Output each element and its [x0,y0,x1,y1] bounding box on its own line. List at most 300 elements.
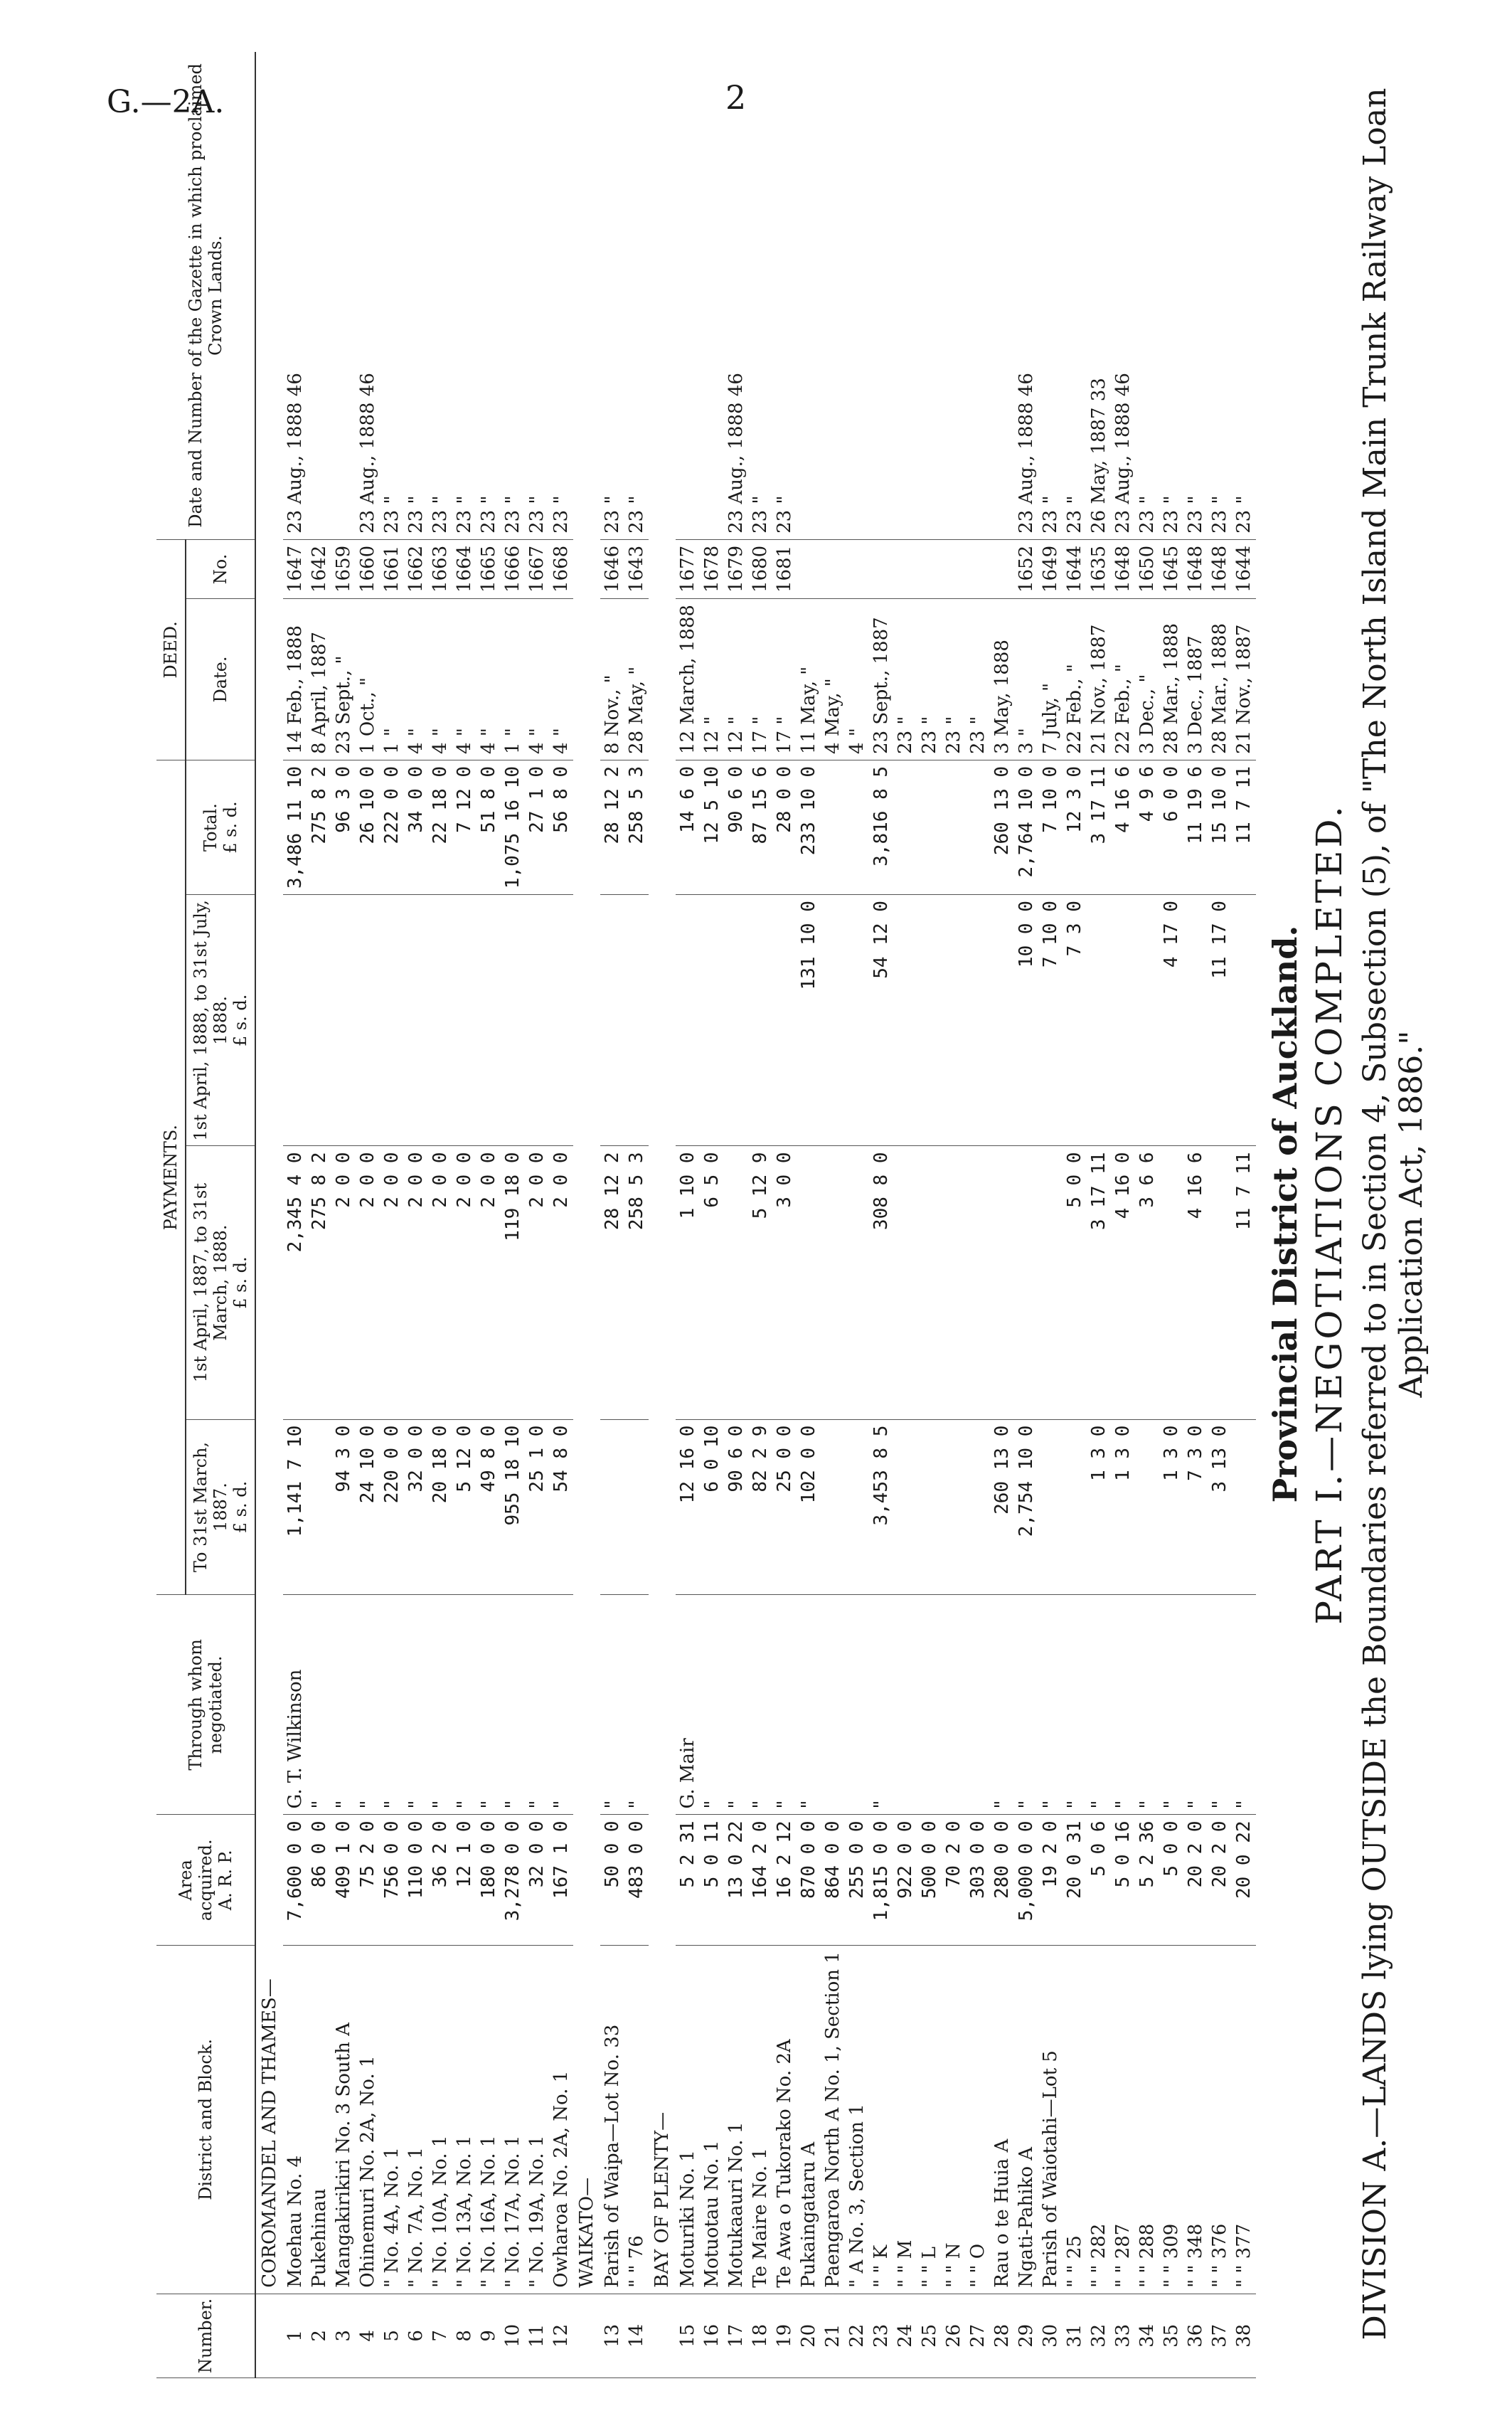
col-pay-1887 [186,1419,255,1595]
row-total: 26 10 0 [356,760,380,894]
row-pay-1887: 94 3 0 [331,1419,356,1595]
row-through: " [1183,1595,1208,1815]
col-area-units: A. R. P. [215,1850,235,1911]
row-deed-no: 1663 [428,539,452,598]
table-row [1063,52,1087,2378]
row-pay-1888: 5 12 9 [748,1146,772,1419]
row-pay-1888: 3 17 11 [1087,1146,1111,1419]
row-area: 32 0 0 [525,1815,549,1946]
row-pay-july [700,895,724,1146]
row-gazette [966,52,990,539]
table-row [452,52,477,2378]
row-pay-1888: 2 0 0 [331,1146,356,1419]
row-pay-july [1087,895,1111,1146]
table-row [797,52,821,2378]
row-area: 70 2 0 [942,1815,966,1946]
row-deed-date: 1 " [501,599,525,760]
row-block: Moturiki No. 1 [676,1946,700,2294]
col-total-units: £ s. d. [220,801,240,854]
row-pay-july: 4 17 0 [1159,895,1183,1146]
row-pay-july [990,895,1014,1146]
row-pay-1887: 32 0 0 [404,1419,428,1595]
row-gazette: 23 " [1063,52,1087,539]
row-pay-1887: 6 0 10 [700,1419,724,1595]
row-deed-no [893,539,917,598]
row-deed-date: 23 " [917,599,942,760]
table-row [917,52,942,2378]
row-deed-no: 1646 [600,539,624,598]
row-gazette: 23 " [525,52,549,539]
table-row [1014,52,1038,2378]
row-total: 233 10 0 [797,760,821,894]
row-deed-no: 1643 [624,539,649,598]
row-through: " [748,1595,772,1815]
col-deed: DEED. [156,539,186,760]
row-block: Te Awa o Tukorako No. 2A [772,1946,797,2294]
row-pay-1888 [724,1146,748,1419]
row-total: 28 0 0 [772,760,797,894]
row-area: 500 0 0 [917,1815,942,1946]
row-pay-july [676,895,700,1146]
row-pay-july [356,895,380,1146]
table-row [1038,52,1063,2378]
row-pay-1887: 12 16 0 [676,1419,700,1595]
row-through: " [428,1595,452,1815]
row-deed-date: 12 " [724,599,748,760]
row-total: 258 5 3 [624,760,649,894]
row-gazette: 23 " [1135,52,1159,539]
row-deed-no: 1644 [1232,539,1256,598]
row-total: 222 0 0 [380,760,404,894]
row-pay-july [724,895,748,1146]
row-through: " [1159,1595,1183,1815]
row-gazette [700,52,724,539]
row-through: " [624,1595,649,1815]
row-gazette: 23 " [380,52,404,539]
group-label: COROMANDEL AND THAMES— [255,52,283,2294]
row-pay-1888: 4 16 0 [1111,1146,1135,1419]
row-pay-1887: 90 6 0 [724,1419,748,1595]
row-through: " [1208,1595,1232,1815]
row-pay-july [525,895,549,1146]
row-area: 12 1 0 [452,1815,477,1946]
row-number: 31 [1063,2294,1087,2377]
row-pay-1887: 3,453 8 5 [869,1419,893,1595]
col-pay-1888-label: 1st April, 1887, to 31st March, 1888. [191,1182,230,1383]
row-number: 5 [380,2294,404,2377]
row-deed-date: 23 Sept., " [331,599,356,760]
table-row [845,52,869,2378]
row-gazette: 23 Aug., 1888 46 [1111,52,1135,539]
row-pay-1888: 1 10 0 [676,1146,700,1419]
row-number: 7 [428,2294,452,2377]
row-number: 28 [990,2294,1014,2377]
row-deed-date: 3 Dec., " [1135,599,1159,760]
table-row [700,52,724,2378]
row-pay-1888: 5 0 0 [1063,1146,1087,1419]
row-total: 260 13 0 [990,760,1014,894]
row-number: 29 [1014,2294,1038,2377]
row-gazette [990,52,1014,539]
table-row [1111,52,1135,2378]
row-number: 35 [1159,2294,1183,2377]
row-number: 26 [942,2294,966,2377]
row-pay-1888 [942,1146,966,1419]
row-deed-no [869,539,893,598]
row-pay-1887 [966,1419,990,1595]
row-block: Ngati-Pahiko A [1014,1946,1038,2294]
row-gazette [331,52,356,539]
col-number: Number. [156,2294,255,2377]
row-pay-july [893,895,917,1146]
row-total: 1,075 16 10 [501,760,525,894]
row-pay-july [501,895,525,1146]
row-gazette [821,52,845,539]
row-through [845,1595,869,1815]
row-area: 483 0 0 [624,1815,649,1946]
row-area: 5 2 31 [676,1815,700,1946]
row-total: 12 3 0 [1063,760,1087,894]
row-pay-1888 [893,1146,917,1419]
row-through [917,1595,942,1815]
row-area: 20 0 31 [1063,1815,1087,1946]
row-deed-no: 1649 [1038,539,1063,598]
row-pay-1888: 4 16 6 [1183,1146,1208,1419]
row-area: 75 2 0 [356,1815,380,1946]
row-pay-1887 [624,1419,649,1595]
row-through: " [797,1595,821,1815]
row-area: 20 2 0 [1208,1815,1232,1946]
col-district: District and Block. [156,1946,255,2294]
table-row [501,52,525,2378]
row-total: 11 7 11 [1232,760,1256,894]
row-pay-july: 10 0 0 [1014,895,1038,1146]
row-deed-date: 11 May, " [797,599,821,760]
group-label: BAY OF PLENTY— [649,52,676,2294]
district-heading: Provincial District of Auckland. [1266,925,1304,1503]
row-deed-no: 1667 [525,539,549,598]
row-area: 16 2 12 [772,1815,797,1946]
row-deed-date: 4 May, " [821,599,845,760]
table-row [772,52,797,2378]
row-through: " [600,1595,624,1815]
row-number: 36 [1183,2294,1208,2377]
col-pay-july-units: £ s. d. [230,994,250,1047]
row-block: Te Maire No. 1 [748,1946,772,2294]
row-number: 10 [501,2294,525,2377]
row-gazette [893,52,917,539]
row-gazette: 23 " [501,52,525,539]
row-pay-1887: 1,141 7 10 [283,1419,307,1595]
row-number: 8 [452,2294,477,2377]
row-pay-july [821,895,845,1146]
row-deed-no: 1659 [331,539,356,598]
row-deed-no: 1681 [772,539,797,598]
row-pay-1887: 54 8 0 [549,1419,573,1595]
row-deed-date: 4 " [549,599,573,760]
row-pay-1888: 2 0 0 [404,1146,428,1419]
row-through: " [549,1595,573,1815]
row-block: " " 287 [1111,1946,1135,2294]
row-through: " [501,1595,525,1815]
row-pay-1888 [917,1146,942,1419]
row-block: " " O [966,1946,990,2294]
table-row [676,52,700,2378]
row-pay-july [1183,895,1208,1146]
row-area: 756 0 0 [380,1815,404,1946]
row-block: Pukehinau [307,1946,331,2294]
row-total: 96 3 0 [331,760,356,894]
row-number: 32 [1087,2294,1111,2377]
row-number: 9 [477,2294,501,2377]
row-total: 11 19 6 [1183,760,1208,894]
row-block: Motukaauri No. 1 [724,1946,748,2294]
row-number: 18 [748,2294,772,2377]
row-block: " No. 10A, No. 1 [428,1946,452,2294]
table-row [1135,52,1159,2378]
page-number: 2 [725,78,747,117]
col-area-label: Area acquired. [176,1839,215,1921]
row-deed-no: 1647 [283,539,307,598]
row-deed-date: 28 May, " [624,599,649,760]
row-through: " [477,1595,501,1815]
row-through [821,1595,845,1815]
row-deed-no: 1666 [501,539,525,598]
row-pay-1887: 24 10 0 [356,1419,380,1595]
row-pay-july [624,895,649,1146]
row-deed-date: 23 " [942,599,966,760]
row-deed-date: 8 April, 1887 [307,599,331,760]
row-pay-july: 11 17 0 [1208,895,1232,1146]
row-area: 3,278 0 0 [501,1815,525,1946]
row-deed-date: 3 " [1014,599,1038,760]
row-deed-date: 3 Dec., 1887 [1183,599,1208,760]
row-area: 255 0 0 [845,1815,869,1946]
row-pay-july [748,895,772,1146]
row-pay-1887: 20 18 0 [428,1419,452,1595]
row-number: 15 [676,2294,700,2377]
row-gazette [845,52,869,539]
row-block: " " N [942,1946,966,2294]
col-gazette: Date and Number of the Gazette in which proclaimed Crown Lands. [156,52,255,539]
row-pay-1887: 5 12 0 [452,1419,477,1595]
row-pay-1888: 2 0 0 [477,1146,501,1419]
row-deed-date: 1 " [380,599,404,760]
row-through: " [331,1595,356,1815]
row-block: " No. 17A, No. 1 [501,1946,525,2294]
row-area: 50 0 0 [600,1815,624,1946]
row-deed-date: 22 Feb., " [1063,599,1087,760]
row-block: Owharoa No. 2A, No. 1 [549,1946,573,2294]
row-pay-july [452,895,477,1146]
row-pay-1887: 1 3 0 [1111,1419,1135,1595]
table-row [477,52,501,2378]
row-area: 870 0 0 [797,1815,821,1946]
table-row [990,52,1014,2378]
row-pay-1888: 2 0 0 [428,1146,452,1419]
row-block: Parish of Waiotahi—Lot 5 [1038,1946,1063,2294]
row-deed-no [966,539,990,598]
row-block: " " 376 [1208,1946,1232,2294]
row-pay-1887: 7 3 0 [1183,1419,1208,1595]
row-pay-1887: 2,754 10 0 [1014,1419,1038,1595]
row-deed-date: 21 Nov., 1887 [1232,599,1256,760]
row-pay-1888: 2 0 0 [356,1146,380,1419]
table-row [600,52,624,2378]
row-total [966,760,990,894]
row-pay-1888 [821,1146,845,1419]
row-number: 27 [966,2294,990,2377]
col-pay-1888 [186,1146,255,1419]
row-pay-1888: 308 8 0 [869,1146,893,1419]
row-number: 1 [283,2294,307,2377]
row-area: 280 0 0 [990,1815,1014,1946]
row-block: " " 282 [1087,1946,1111,2294]
table-row [525,52,549,2378]
row-number: 3 [331,2294,356,2377]
row-total: 6 0 0 [1159,760,1183,894]
row-deed-date: 22 Feb., " [1111,599,1135,760]
group-row [649,52,676,2378]
table-row [724,52,748,2378]
row-pay-1888: 258 5 3 [624,1146,649,1419]
row-pay-1887: 220 0 0 [380,1419,404,1595]
row-area: 167 1 0 [549,1815,573,1946]
row-block: Paengaroa North A No. 1, Section 1 [821,1946,845,2294]
col-through: Through whom negotiated. [156,1595,255,1815]
row-pay-1888: 2 0 0 [452,1146,477,1419]
row-gazette: 26 May, 1887 33 [1087,52,1111,539]
table-row [1232,52,1256,2378]
row-deed-no: 1648 [1208,539,1232,598]
row-total: 90 6 0 [724,760,748,894]
row-through: " [452,1595,477,1815]
row-deed-no: 1635 [1087,539,1111,598]
row-deed-no [797,539,821,598]
row-area: 409 1 0 [331,1815,356,1946]
row-pay-1888 [966,1146,990,1419]
row-deed-date: 28 Mar., 1888 [1208,599,1232,760]
row-through: " [525,1595,549,1815]
row-pay-1887: 82 2 9 [748,1419,772,1595]
row-gazette [869,52,893,539]
table-row [428,52,452,2378]
row-block: Pukaingataru A [797,1946,821,2294]
row-block: " " K [869,1946,893,2294]
row-pay-1888 [1159,1146,1183,1419]
row-block: " " 348 [1183,1946,1208,2294]
row-gazette: 23 " [1208,52,1232,539]
table-row [380,52,404,2378]
row-through: " [1111,1595,1135,1815]
row-area: 5,000 0 0 [1014,1815,1038,1946]
row-gazette: 23 Aug., 1888 46 [356,52,380,539]
row-pay-1888: 119 18 0 [501,1146,525,1419]
row-deed-no: 1644 [1063,539,1087,598]
row-pay-1888: 11 7 11 [1232,1146,1256,1419]
row-pay-july: 7 10 0 [1038,895,1063,1146]
row-deed-no: 1664 [452,539,477,598]
row-gazette: 23 " [428,52,452,539]
row-total: 22 18 0 [428,760,452,894]
table-row [307,52,331,2378]
row-pay-1888: 3 6 6 [1135,1146,1159,1419]
row-through: " [1232,1595,1256,1815]
row-pay-july [772,895,797,1146]
row-gazette: 23 " [600,52,624,539]
table-body [255,52,1256,2378]
row-total [942,760,966,894]
row-gazette: 23 " [772,52,797,539]
table-row [549,52,573,2378]
row-pay-july [942,895,966,1146]
row-number: 22 [845,2294,869,2377]
row-block: Parish of Waipa—Lot No. 33 [600,1946,624,2294]
row-block: " " 377 [1232,1946,1256,2294]
row-pay-1887 [893,1419,917,1595]
row-total: 34 0 0 [404,760,428,894]
row-total: 87 15 6 [748,760,772,894]
row-area: 5 0 16 [1111,1815,1135,1946]
row-number: 37 [1208,2294,1232,2377]
division-heading: DIVISION A.—LANDS lying OUTSIDE the Boundaries referred to in Section 4, Subsection (5), of "The North Island Main Trunk Railway Loan Application Act, 1886." [1357,88,1430,2340]
row-pay-1888: 28 12 2 [600,1146,624,1419]
row-pay-1887: 25 0 0 [772,1419,797,1595]
row-pay-july [331,895,356,1146]
table-row [748,52,772,2378]
row-pay-july [307,895,331,1146]
row-pay-july [845,895,869,1146]
row-pay-1887 [307,1419,331,1595]
row-block: Ohinemuri No. 2A, No. 1 [356,1946,380,2294]
row-pay-1887: 1 3 0 [1159,1419,1183,1595]
row-block: Rau o te Huia A [990,1946,1014,2294]
row-deed-date: 4 " [404,599,428,760]
table-row [1183,52,1208,2378]
row-total [893,760,917,894]
row-number: 11 [525,2294,549,2377]
row-block: Moehau No. 4 [283,1946,307,2294]
row-pay-1887: 1 3 0 [1087,1419,1111,1595]
row-number: 33 [1111,2294,1135,2377]
row-deed-no: 1645 [1159,539,1183,598]
row-deed-no [821,539,845,598]
row-pay-1887: 25 1 0 [525,1419,549,1595]
row-through: " [307,1595,331,1815]
row-block: Motuotau No. 1 [700,1946,724,2294]
table-row [893,52,917,2378]
row-pay-1888: 3 0 0 [772,1146,797,1419]
row-number: 21 [821,2294,845,2377]
row-through: " [724,1595,748,1815]
table-row [331,52,356,2378]
row-total: 51 8 0 [477,760,501,894]
row-area: 5 0 0 [1159,1815,1183,1946]
row-through: " [404,1595,428,1815]
row-deed-date: 4 " [477,599,501,760]
row-gazette: 23 Aug., 1888 46 [724,52,748,539]
table-row [356,52,380,2378]
row-number: 6 [404,2294,428,2377]
row-total: 3 17 11 [1087,760,1111,894]
row-number: 16 [700,2294,724,2377]
row-gazette: 23 " [624,52,649,539]
row-deed-no: 1660 [356,539,380,598]
row-through: " [772,1595,797,1815]
table-row [869,52,893,2378]
row-number: 30 [1038,2294,1063,2377]
row-gazette: 23 " [1038,52,1063,539]
